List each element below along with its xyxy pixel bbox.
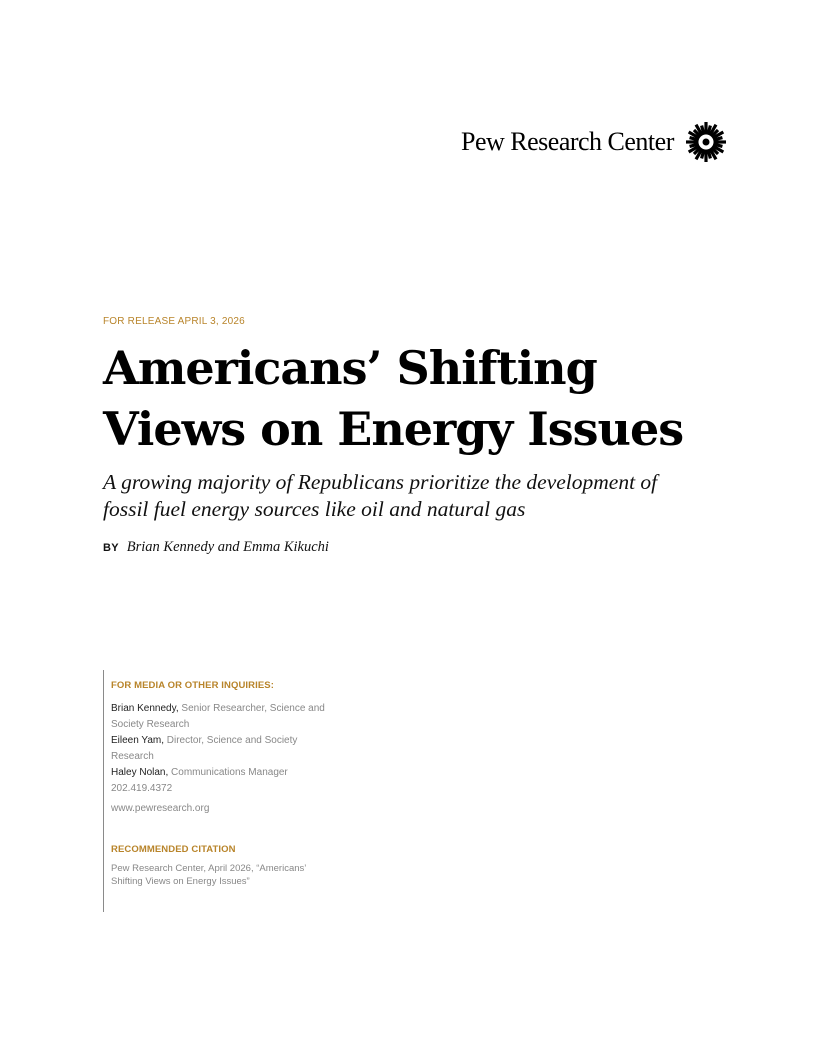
logo-text: Pew Research Center <box>461 127 674 156</box>
byline <box>103 538 329 556</box>
pew-logo <box>461 120 728 164</box>
subtitle-line: A growing majority of Republicans prioritize the development of <box>103 470 658 494</box>
contact-role: Director, Science and Society Research <box>111 735 298 762</box>
report-title <box>103 338 743 460</box>
contact-role: Communications Manager <box>171 767 288 778</box>
contact-entry <box>111 701 341 733</box>
media-inquiries-heading: FOR MEDIA OR OTHER INQUIRIES: <box>111 680 274 691</box>
contact-entry <box>111 733 341 765</box>
contact-sidebar <box>103 670 341 912</box>
website-link[interactable]: www.pewresearch.org <box>111 803 210 814</box>
contact-name: Brian Kennedy, <box>111 703 179 714</box>
byline-label: BY <box>103 542 119 554</box>
contact-name: Eileen Yam, <box>111 735 164 746</box>
byline-authors: Brian Kennedy and Emma Kikuchi <box>126 539 329 555</box>
contact-name: Haley Nolan, <box>111 767 169 778</box>
title-line: Americans’ Shifting <box>103 341 597 395</box>
subtitle-line: fossil fuel energy sources like oil and natural gas <box>103 497 526 521</box>
contact-entry <box>111 765 341 781</box>
release-date: FOR RELEASE APRIL 3, 2026 <box>103 316 245 327</box>
sunburst-icon <box>684 120 728 164</box>
title-line: Views on Energy Issues <box>103 402 684 456</box>
phone-number[interactable]: 202.419.4372 <box>111 783 173 794</box>
report-subtitle <box>103 469 743 523</box>
citation-heading: RECOMMENDED CITATION <box>111 844 236 855</box>
contact-role: Senior Researcher, Science and Society Research <box>111 703 325 730</box>
citation-text: Pew Research Center, April 2026, “Americans’ Shifting Views on Energy Issues” <box>111 863 307 887</box>
